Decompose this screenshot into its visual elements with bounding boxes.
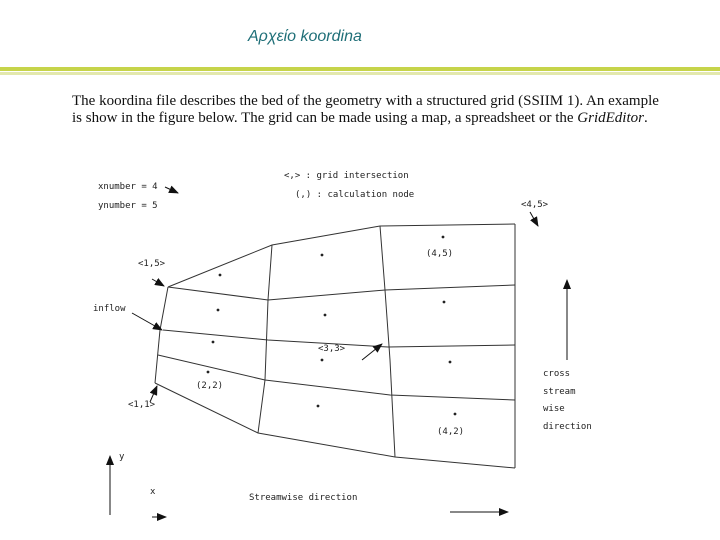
grid-left-edge xyxy=(155,287,168,383)
label-1-5-pointer-arrow xyxy=(152,279,164,286)
xnumber-label: xnumber = 4 xyxy=(98,182,158,192)
slide-title: Αρχείο koordina xyxy=(248,28,362,45)
axis-y-label: y xyxy=(119,452,125,462)
grid-row-line xyxy=(158,355,515,400)
cross-direction-word-4: direction xyxy=(543,422,592,432)
label-node-2-2: (2,2) xyxy=(196,381,224,391)
grid-row-line xyxy=(268,285,515,300)
inflow-label: inflow xyxy=(93,304,126,314)
label-intersection-1-5: <1,5> xyxy=(138,259,166,269)
cross-direction-word-3: wise xyxy=(543,404,565,414)
label-intersection-3-3: <3,3> xyxy=(318,344,346,354)
label-node-4-2: (4,2) xyxy=(437,427,465,437)
grid-row-line xyxy=(168,287,268,300)
axis-x-label: x xyxy=(150,487,156,497)
description-end: . xyxy=(643,110,648,126)
grid-column-line-3 xyxy=(380,226,395,457)
streamwise-direction-label: Streamwise direction xyxy=(249,493,358,503)
cross-direction-word-2: stream xyxy=(543,387,576,397)
grid-editor-name: GridEditor xyxy=(577,110,644,126)
label-intersection-1-1: <1,1> xyxy=(128,400,156,410)
grid-bottom-edge xyxy=(155,383,515,468)
inflow-arrow xyxy=(132,313,162,330)
cross-direction-word-1: cross xyxy=(543,369,571,379)
legend-calculation-node: (,) : calculation node xyxy=(295,190,415,200)
label-node-4-5: (4,5) xyxy=(426,249,454,259)
label-4-5-pointer-arrow xyxy=(530,212,538,226)
ynumber-label: ynumber = 5 xyxy=(98,201,158,211)
grid-top-edge xyxy=(168,224,515,287)
description-main: The koordina file describes the bed of the geometry with a structured grid (SSIIM 1). An example is show in the figure below. The grid can be made using a map, a spreadsheet or the xyxy=(72,93,659,126)
label-intersection-4-5: <4,5> xyxy=(521,200,549,210)
legend-grid-intersection: <,> : grid intersection xyxy=(284,171,409,181)
xnumber-pointer-arrow xyxy=(165,187,178,193)
